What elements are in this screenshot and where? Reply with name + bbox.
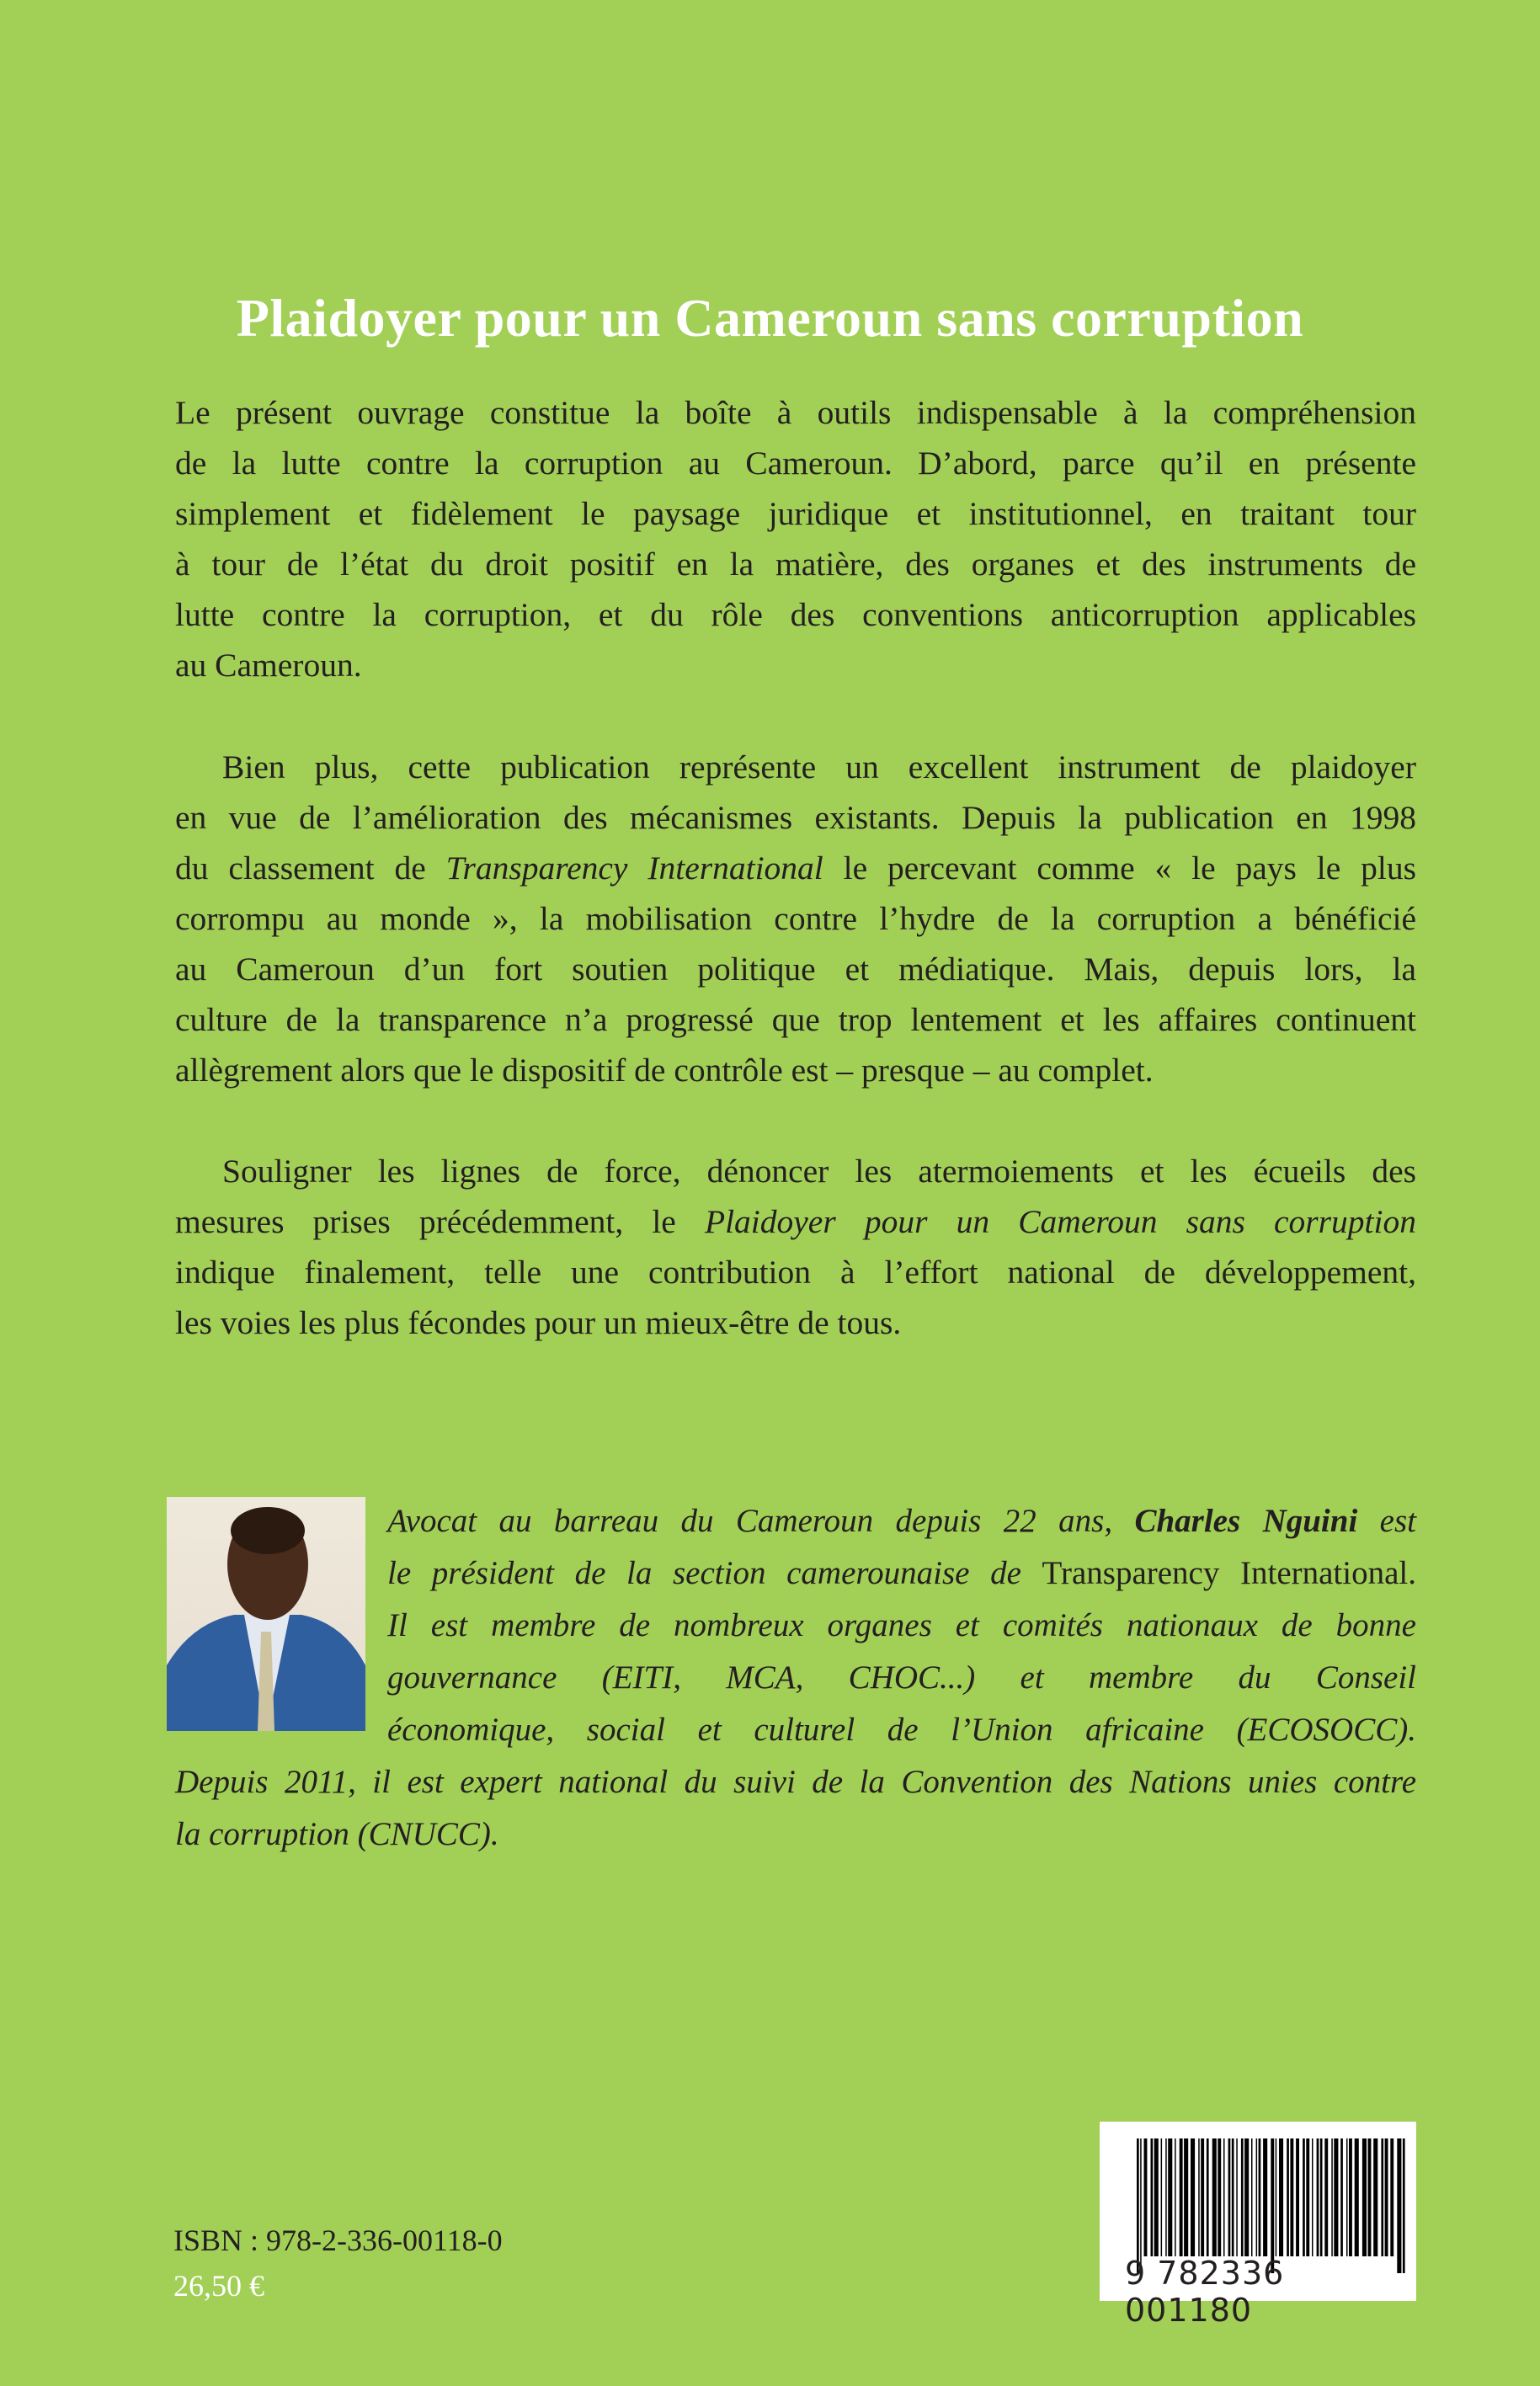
barcode-bar [1244,2138,1249,2256]
text-line [175,539,1416,589]
text-segment: Le présent ouvrage constitue la boîte à outils indispensable à la compréhension [175,394,1416,431]
barcode-bar [1349,2138,1352,2256]
text-line [175,1297,1416,1348]
barcode-bar [1228,2138,1231,2256]
description-paragraph-2 [175,742,1416,1095]
barcode-bar [1276,2138,1277,2256]
text-line [175,792,1416,843]
barcode-bar [1368,2138,1372,2256]
barcode-bar [1218,2138,1221,2256]
isbn: ISBN : 978-2-336-00118-0 [173,2224,503,2257]
text-segment: Plaidoyer pour un Cameroun sans corruption [704,1203,1416,1240]
description-paragraph-1 [175,387,1416,690]
text-segment: Bien plus, cette publication représente un excellent instrument de plaidoyer [222,748,1416,786]
text-line [387,1704,1416,1756]
barcode-bar [1198,2138,1200,2256]
barcode-bar [1346,2138,1348,2256]
text-line [175,893,1416,944]
text-segment: les voies les plus fécondes pour un mieux-être de tous. [175,1304,902,1341]
text-segment: de la lutte contre la corruption au Cameroun. D’abord, parce qu’il en présente [175,445,1416,482]
text-segment: Il est membre de nombreux organes et comités nationaux de bonne [387,1607,1416,1643]
text-line [175,438,1416,488]
barcode-bar [1331,2138,1333,2256]
text-segment: le percevant comme « le pays le plus [823,849,1416,887]
barcode-bar [1312,2138,1314,2256]
text-segment: la corruption (CNUCC). [175,1816,499,1852]
text-segment: corrompu au monde », la mobilisation contre l’hydre de la corruption a bénéficié [175,900,1416,937]
text-line [387,1495,1416,1547]
text-segment: au Cameroun d’un fort soutien politique et médiatique. Mais, depuis lors, la [175,951,1416,988]
text-line [175,589,1416,640]
barcode-bar [1271,2138,1274,2273]
barcode-bar [1144,2138,1148,2256]
text-segment: à tour de l’état du droit positif en la matière, des organes et des instruments de [175,546,1416,583]
text-line [175,387,1416,438]
text-segment: Avocat au barreau du Cameroun depuis 22 ans, [387,1503,1135,1539]
description-paragraph-3 [175,1146,1416,1348]
barcode-bar [1362,2138,1367,2256]
barcode-bar [1191,2138,1195,2256]
text-line [175,1808,1416,1861]
text-line [175,1247,1416,1297]
text-segment: Transparency International. [1042,1555,1416,1591]
barcode-bar [1306,2138,1309,2256]
book-title: Plaidoyer pour un Cameroun sans corruption [236,287,1304,348]
text-segment: économique, social et culturel de l’Union africaine (ECOSOCC). [387,1712,1416,1748]
text-segment: au Cameroun. [175,647,362,684]
barcode-bar [1317,2138,1319,2256]
barcode-bar [1340,2138,1343,2256]
barcode-bar [1403,2138,1405,2273]
barcode-bar [1296,2138,1299,2256]
text-segment: indique finalement, telle une contribution à l’effort national de développement, [175,1254,1416,1291]
text-segment: simplement et fidèlement le paysage juridique et institutionnel, en traitant tour [175,495,1416,532]
barcode-bar [1251,2138,1253,2256]
barcode-bar [1320,2138,1323,2256]
barcode-bar [1290,2138,1293,2256]
text-line [175,994,1416,1045]
text-segment: allègrement alors que le dispositif de contrôle est – presque – au complet. [175,1052,1154,1089]
text-line [175,1146,1416,1196]
barcode-bar [1373,2138,1377,2256]
text-line [387,1547,1416,1600]
barcode-bar [1154,2138,1159,2256]
text-line [175,742,1416,792]
text-line [387,1652,1416,1704]
barcode-bar [1201,2138,1204,2256]
text-segment: Charles Nguini [1134,1503,1358,1539]
text-segment: lutte contre la corruption, et du rôle des conventions anticorruption applicables [175,596,1416,633]
barcode-bar [1184,2138,1188,2256]
text-segment: est [1357,1503,1416,1539]
barcode [1100,2122,1416,2329]
barcode-bar [1256,2138,1258,2256]
text-line [175,488,1416,539]
barcode-bar [1168,2138,1172,2256]
barcode-bar [1137,2138,1139,2273]
barcode-bar [1385,2138,1388,2256]
barcode-bar [1207,2138,1209,2256]
text-line [175,640,1416,690]
text-segment: Souligner les lignes de force, dénoncer les atermoiements et les écueils des [222,1153,1416,1190]
barcode-bar [1151,2138,1154,2256]
barcode-bar [1161,2138,1163,2256]
text-segment: en vue de l’amélioration des mécanismes existants. Depuis la publication en 1998 [175,799,1416,836]
barcode-bar [1279,2138,1283,2256]
text-segment: Depuis 2011, il est expert national du suivi de la Convention des Nations unies contre [175,1764,1416,1800]
text-segment: culture de la transparence n’a progressé que trop lentement et les affaires continuent [175,1001,1416,1038]
barcode-bar [1223,2138,1225,2256]
barcode-bar [1263,2138,1267,2256]
text-line [387,1600,1416,1652]
barcode-bar [1175,2138,1176,2256]
barcode-bars [1137,2138,1406,2273]
barcode-bar [1303,2138,1305,2256]
text-line [175,944,1416,994]
barcode-bar [1381,2138,1383,2256]
barcode-number: 9 782336 001180 [1125,2255,1285,2329]
barcode-bar [1180,2138,1183,2256]
barcode-bar [1324,2138,1328,2256]
barcode-bar [1287,2138,1289,2256]
text-segment: Transparency International [445,849,823,887]
barcode-bar [1236,2138,1238,2256]
barcode-bar [1212,2138,1217,2256]
barcode-bar [1397,2138,1401,2273]
text-line [175,1045,1416,1095]
barcode-bar [1259,2138,1261,2256]
barcode-bar [1232,2138,1234,2256]
text-segment: mesures prises précédemment, le [175,1203,705,1240]
text-segment: gouvernance (EITI, MCA, CHOC...) et membre du Conseil [387,1659,1416,1696]
barcode-bar [1241,2138,1244,2256]
author-bio [175,1495,1416,1861]
barcode-bar [1390,2138,1393,2256]
text-segment: le président de la section camerounaise de [387,1555,1042,1591]
text-line [175,1196,1416,1247]
text-line [175,1756,1416,1808]
barcode-bar [1355,2138,1359,2256]
barcode-bar [1140,2138,1142,2273]
barcode-bar [1165,2138,1167,2256]
barcode-bar [1334,2138,1338,2256]
price: 26,50 € [173,2269,264,2303]
text-line [175,843,1416,893]
text-segment: du classement de [175,849,446,887]
